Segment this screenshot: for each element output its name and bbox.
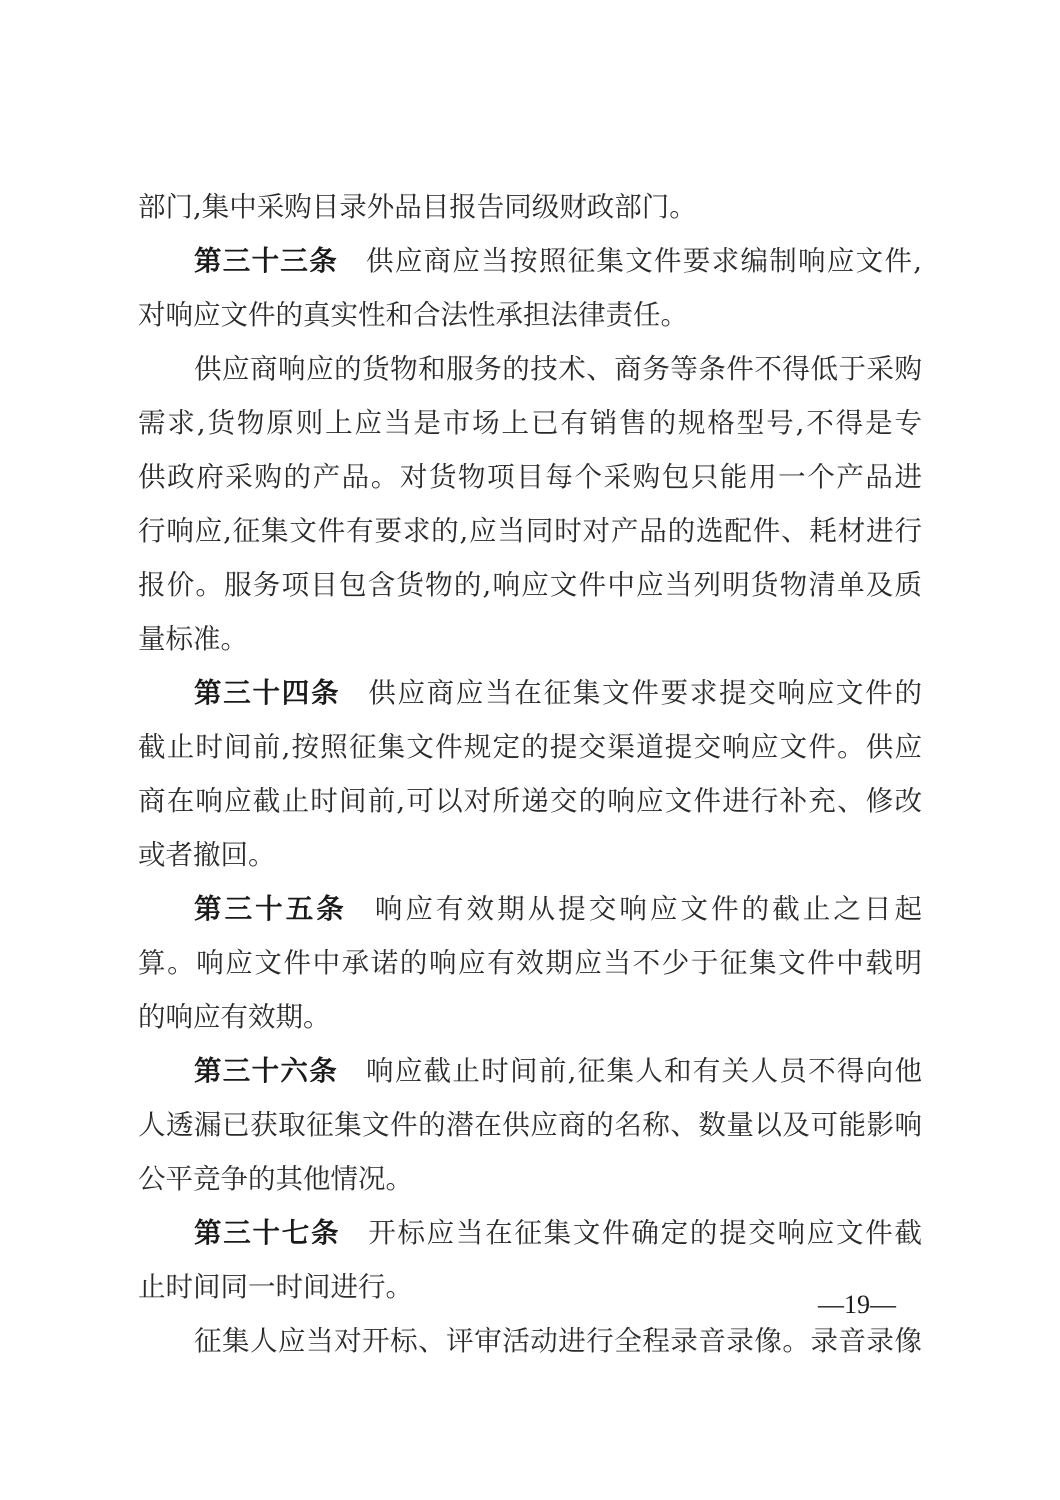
article-heading: 第三十四条 [194,677,341,709]
text-line [138,828,922,882]
line-text: 供应商应当在征集文件要求提交响应文件的 [368,677,923,709]
line-text: 行响应,征集文件有要求的,应当同时对产品的选配件、耗材进行 [138,515,922,547]
text-line [138,1098,922,1152]
text-line [138,180,922,234]
text-line [138,612,922,666]
text-line [138,450,922,504]
line-text: 人透漏已获取征集文件的潜在供应商的名称、数量以及可能影响 [138,1109,922,1141]
line-text: 算。响应文件中承诺的响应有效期应当不少于征集文件中载明 [138,947,922,979]
article-heading: 第三十五条 [194,893,347,925]
line-text: 响应截止时间前,征集人和有关人员不得向他 [366,1055,922,1087]
line-text: 公平竞争的其他情况。 [138,1163,413,1195]
line-text: 报价。服务项目包含货物的,响应文件中应当列明货物清单及质 [138,569,922,601]
article-36-line [138,1044,922,1098]
line-text: 部门,集中采购目录外品目报告同级财政部门。 [138,191,697,223]
text-line [138,774,922,828]
text-line [138,936,922,990]
article-37-line [138,1206,922,1260]
line-text: 响应有效期从提交响应文件的截止之日起 [374,893,923,925]
text-line [138,558,922,612]
line-text: 供应商应当按照征集文件要求编制响应文件, [366,245,922,277]
line-text: 商在响应截止时间前,可以对所递交的响应文件进行补充、修改 [138,785,922,817]
line-text: 对响应文件的真实性和合法性承担法律责任。 [138,299,688,331]
article-35-line [138,882,922,936]
text-line [138,504,922,558]
line-text: 需求,货物原则上应当是市场上已有销售的规格型号,不得是专 [138,407,922,439]
line-text: 供政府采购的产品。对货物项目每个采购包只能用一个产品进 [138,461,922,493]
line-text: 开标应当在征集文件确定的提交响应文件截 [368,1217,923,1249]
line-text: 的响应有效期。 [138,1001,331,1033]
line-text: 截止时间前,按照征集文件规定的提交渠道提交响应文件。供应 [138,731,922,763]
line-text: 征集人应当对开标、评审活动进行全程录音录像。录音录像 [194,1325,922,1357]
line-text: 止时间同一时间进行。 [138,1271,413,1303]
document-page-body [138,180,922,1368]
text-line [138,288,922,342]
text-line [138,396,922,450]
line-text: 量标准。 [138,623,248,655]
paragraph-start-line [138,1314,922,1368]
line-text: 供应商响应的货物和服务的技术、商务等条件不得低于采购 [194,353,922,385]
paragraph-start-line [138,342,922,396]
article-33-line [138,234,922,288]
article-heading: 第三十三条 [194,245,339,277]
text-line [138,1260,922,1314]
text-line [138,1152,922,1206]
article-heading: 第三十七条 [194,1217,341,1249]
article-34-line [138,666,922,720]
article-heading: 第三十六条 [194,1055,339,1087]
page-number: —19— [818,1290,896,1319]
text-line [138,720,922,774]
line-text: 或者撤回。 [138,839,276,871]
text-line [138,990,922,1044]
